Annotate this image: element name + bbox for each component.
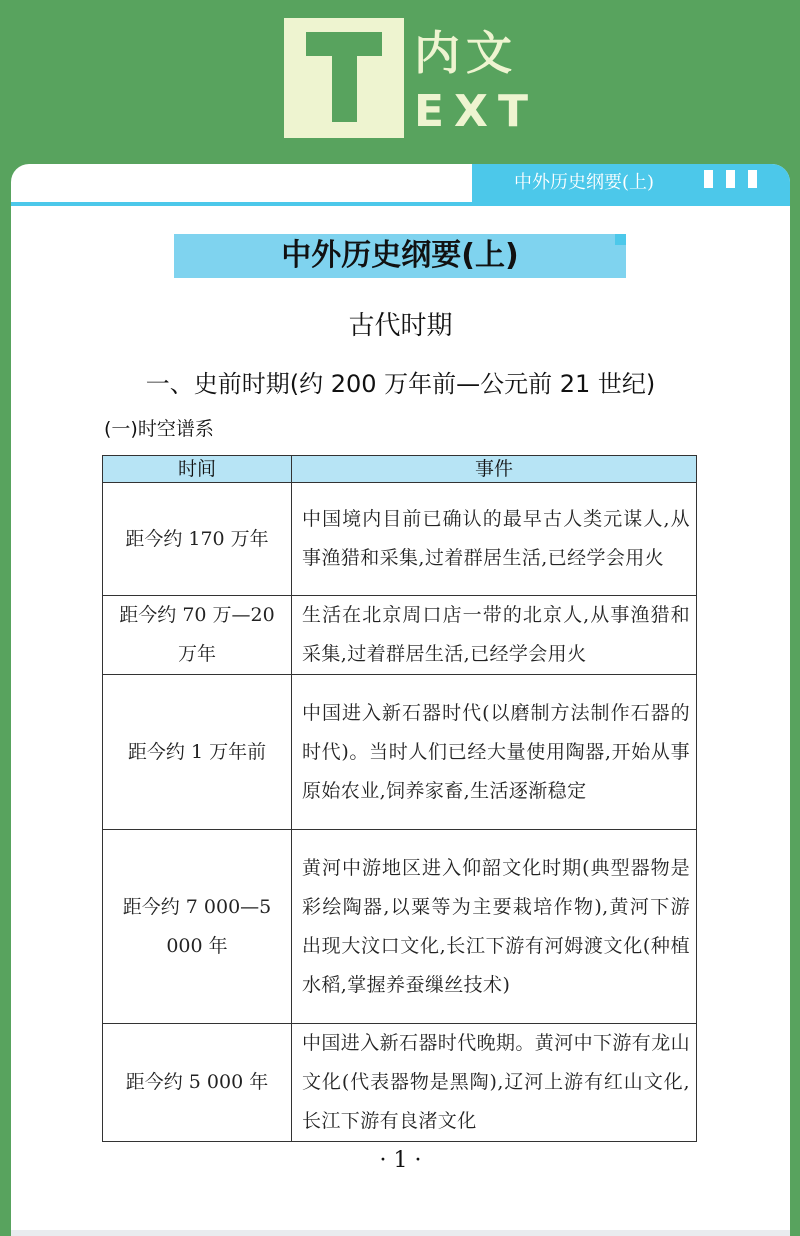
event-cell: 中国境内目前已确认的最早古人类元谋人,从事渔猎和采集,过着群居生活,已经学会用火	[292, 483, 697, 596]
event-cell: 黄河中游地区进入仰韶文化时期(典型器物是彩绘陶器,以粟等为主要栽培作物),黄河下游出现大汶口文化,长江下游有河姆渡文化(种植水稻,掌握养蚕缫丝技术)	[292, 830, 697, 1024]
header-rule	[11, 202, 790, 206]
table-row	[103, 1024, 697, 1142]
decorative-bar	[726, 170, 735, 188]
timeline-table	[102, 455, 697, 1142]
event-cell: 中国进入新石器时代(以磨制方法制作石器的时代)。当时人们已经大量使用陶器,开始从事原始农业,饲养家畜,生活逐渐稳定	[292, 675, 697, 830]
event-cell: 中国进入新石器时代晚期。黄河中下游有龙山文化(代表器物是黑陶),辽河上游有红山文化,长江下游有良渚文化	[292, 1024, 697, 1142]
bottom-strip	[11, 1230, 790, 1236]
time-cell: 距今约 1 万年前	[103, 675, 292, 830]
header-time: 时间	[103, 456, 292, 483]
logo-square	[284, 18, 404, 138]
section-heading: 一、史前时期(约 200 万年前—公元前 21 世纪)	[145, 370, 656, 398]
subsection-heading: (一)时空谱系	[104, 418, 214, 440]
logo-t-stem	[332, 32, 357, 122]
table-row	[103, 675, 697, 830]
decorative-bar	[704, 170, 713, 188]
book-page	[11, 164, 790, 1236]
header-event: 事件	[292, 456, 697, 483]
logo-english-text: EXT	[414, 86, 538, 137]
table-row	[103, 596, 697, 675]
time-cell: 距今约 5 000 年	[103, 1024, 292, 1142]
table-row	[103, 483, 697, 596]
event-cell: 生活在北京周口店一带的北京人,从事渔猎和采集,过着群居生活,已经学会用火	[292, 596, 697, 675]
time-cell: 距今约 70 万—20 万年	[103, 596, 292, 675]
logo-chinese-text: 内文	[414, 26, 518, 80]
time-cell: 距今约 170 万年	[103, 483, 292, 596]
running-head	[472, 164, 790, 202]
running-head-text: 中外历史纲要(上)	[514, 172, 655, 193]
table-header-row	[103, 456, 697, 483]
table-row	[103, 830, 697, 1024]
time-cell: 距今约 7 000—5 000 年	[103, 830, 292, 1024]
decorative-bar	[748, 170, 757, 188]
era-heading: 古代时期	[348, 311, 453, 341]
page-title: 中外历史纲要(上)	[281, 238, 519, 273]
page-number: · 1 ·	[379, 1148, 422, 1173]
